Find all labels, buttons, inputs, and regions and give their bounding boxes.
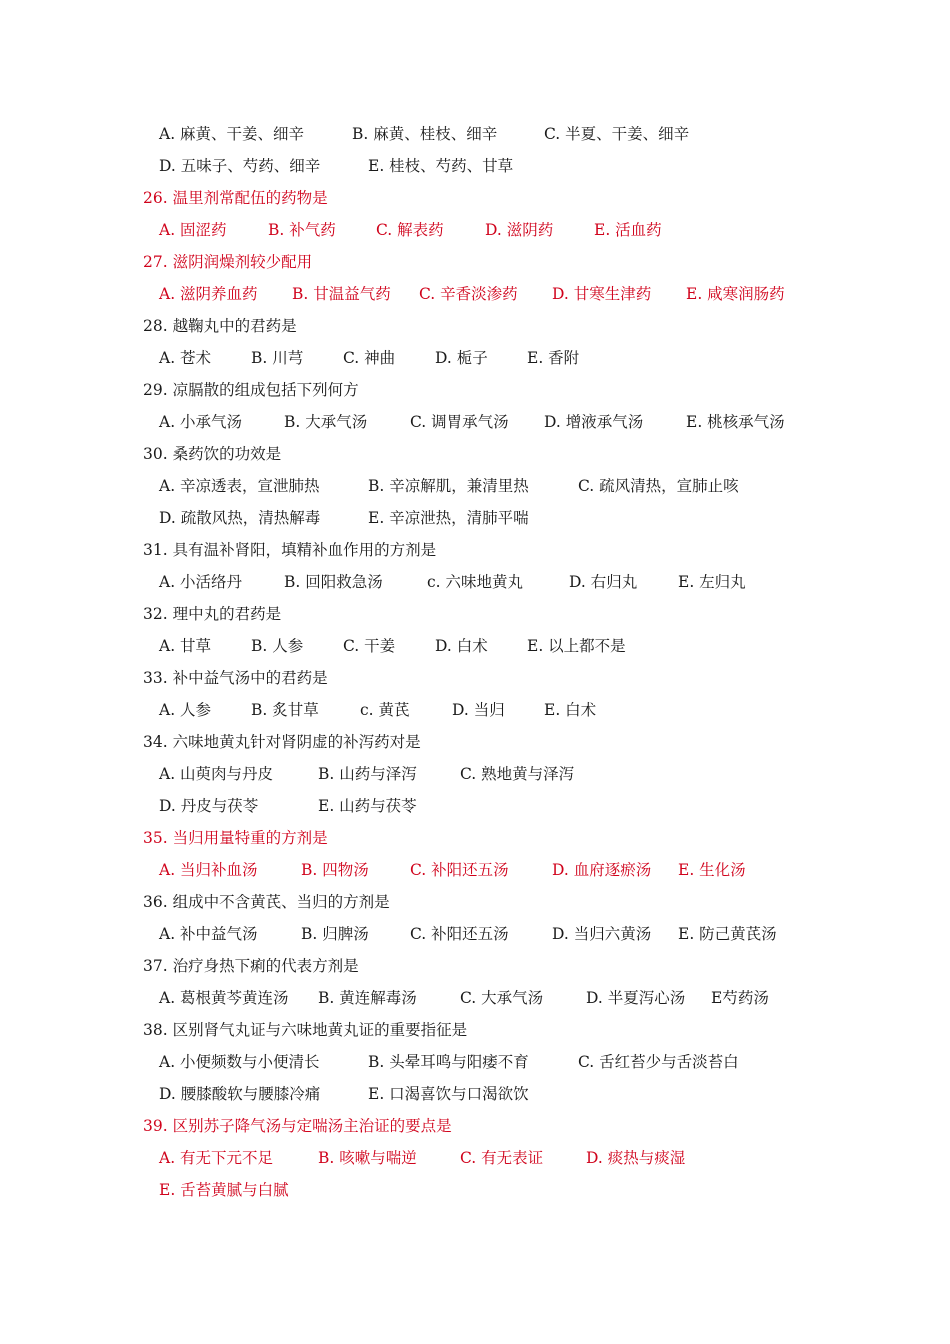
question-39: 39. 区别苏子降气汤与定喘汤主治证的要点是 [143, 1117, 452, 1135]
option-c: C. 补阳还五汤 [410, 861, 509, 879]
option-b: B. 补气药 [268, 221, 336, 239]
question-31: 31. 具有温补肾阳，填精补血作用的方剂是 [143, 541, 437, 559]
option-d: D. 栀子 [435, 349, 488, 367]
option-a: A. 固涩药 [159, 221, 227, 239]
option-d: D. 当归六黄汤 [552, 925, 652, 943]
option-a: A. 当归补血汤 [159, 861, 258, 879]
option-d: D. 疏散风热，清热解毒 [159, 509, 321, 527]
option-a: A. 有无下元不足 [159, 1149, 274, 1167]
option-e: E. 山药与茯苓 [318, 797, 417, 815]
question-29: 29. 凉膈散的组成包括下列何方 [143, 381, 359, 399]
option-b: B. 咳嗽与喘逆 [318, 1149, 417, 1167]
option-c: C. 神曲 [343, 349, 396, 367]
question-30: 30. 桑药饮的功效是 [143, 445, 282, 463]
option-d: D. 五味子、芍药、细辛 [159, 157, 321, 175]
option-e: E. 口渴喜饮与口渴欲饮 [368, 1085, 529, 1103]
option-c: c. 六味地黄丸 [427, 573, 524, 591]
option-e: E. 白术 [544, 701, 597, 719]
option-b: B. 山药与泽泻 [318, 765, 417, 783]
option-d: D. 腰膝酸软与腰膝冷痛 [159, 1085, 321, 1103]
option-a: A. 小便频数与小便清长 [159, 1053, 320, 1071]
option-c: C. 舌红苔少与舌淡苔白 [578, 1053, 739, 1071]
option-e: E. 舌苔黄腻与白腻 [159, 1181, 289, 1199]
option-e: E. 活血药 [594, 221, 662, 239]
option-a: A. 甘草 [159, 637, 212, 655]
option-c: c. 黄芪 [360, 701, 410, 719]
question-27: 27. 滋阴润燥剂较少配用 [143, 253, 313, 271]
option-d: D. 当归 [452, 701, 505, 719]
option-c: C. 调胃承气汤 [410, 413, 509, 431]
option-e: E. 左归丸 [678, 573, 746, 591]
option-c: C. 有无表证 [460, 1149, 544, 1167]
option-b: B. 头晕耳鸣与阳痿不育 [368, 1053, 529, 1071]
option-b: B. 甘温益气药 [292, 285, 391, 303]
option-c: C. 熟地黄与泽泻 [460, 765, 575, 783]
question-26: 26. 温里剂常配伍的药物是 [143, 189, 328, 207]
option-b: B. 人参 [251, 637, 304, 655]
option-c: C. 疏风清热，宣肺止咳 [578, 477, 739, 495]
option-b: B. 麻黄、桂枝、细辛 [352, 125, 498, 143]
option-b: B. 大承气汤 [284, 413, 368, 431]
option-d: D. 丹皮与茯苓 [159, 797, 259, 815]
question-35: 35. 当归用量特重的方剂是 [143, 829, 328, 847]
question-37: 37. 治疗身热下痢的代表方剂是 [143, 957, 359, 975]
option-b: B. 川芎 [251, 349, 304, 367]
option-a: A. 山萸肉与丹皮 [159, 765, 274, 783]
option-d: D. 血府逐瘀汤 [552, 861, 652, 879]
option-d: D. 增液承气汤 [544, 413, 644, 431]
question-33: 33. 补中益气汤中的君药是 [143, 669, 328, 687]
option-a: A. 人参 [159, 701, 212, 719]
option-d: D. 白术 [435, 637, 488, 655]
option-c: C. 半夏、干姜、细辛 [544, 125, 690, 143]
option-d: D. 半夏泻心汤 [586, 989, 686, 1007]
option-a: A. 补中益气汤 [159, 925, 258, 943]
option-e: E芍药汤 [711, 989, 769, 1007]
option-c: C. 补阳还五汤 [410, 925, 509, 943]
option-c: C. 干姜 [343, 637, 396, 655]
option-b: B. 炙甘草 [251, 701, 319, 719]
option-e: E. 咸寒润肠药 [686, 285, 785, 303]
option-d: D. 痰热与痰湿 [586, 1149, 686, 1167]
option-c: C. 大承气汤 [460, 989, 544, 1007]
option-e: E. 防己黄芪汤 [678, 925, 777, 943]
question-34: 34. 六味地黄丸针对肾阴虚的补泻药对是 [143, 733, 421, 751]
option-d: D. 滋阴药 [485, 221, 554, 239]
option-b: B. 归脾汤 [301, 925, 369, 943]
option-a: A. 小活络丹 [159, 573, 243, 591]
question-36: 36. 组成中不含黄芪、当归的方剂是 [143, 893, 390, 911]
option-a: A. 小承气汤 [159, 413, 243, 431]
question-28: 28. 越鞠丸中的君药是 [143, 317, 297, 335]
option-e: E. 以上都不是 [527, 637, 626, 655]
option-a: A. 葛根黄芩黄连汤 [159, 989, 289, 1007]
option-a: A. 麻黄、干姜、细辛 [159, 125, 305, 143]
option-e: E. 桃核承气汤 [686, 413, 785, 431]
option-c: C. 辛香淡渗药 [419, 285, 518, 303]
option-b: B. 四物汤 [301, 861, 369, 879]
option-e: E. 香附 [527, 349, 580, 367]
option-a: A. 滋阴养血药 [159, 285, 258, 303]
option-d: D. 甘寒生津药 [552, 285, 652, 303]
option-d: D. 右归丸 [569, 573, 638, 591]
option-c: C. 解表药 [376, 221, 444, 239]
option-b: B. 回阳救急汤 [284, 573, 383, 591]
option-e: E. 辛凉泄热，清肺平喘 [368, 509, 529, 527]
option-b: B. 黄连解毒汤 [318, 989, 417, 1007]
option-e: E. 生化汤 [678, 861, 746, 879]
option-a: A. 辛凉透表，宣泄肺热 [159, 477, 320, 495]
option-b: B. 辛凉解肌，兼清里热 [368, 477, 529, 495]
option-e: E. 桂枝、芍药、甘草 [368, 157, 514, 175]
question-38: 38. 区别肾气丸证与六味地黄丸证的重要指征是 [143, 1021, 468, 1039]
option-a: A. 苍术 [159, 349, 212, 367]
question-32: 32. 理中丸的君药是 [143, 605, 282, 623]
